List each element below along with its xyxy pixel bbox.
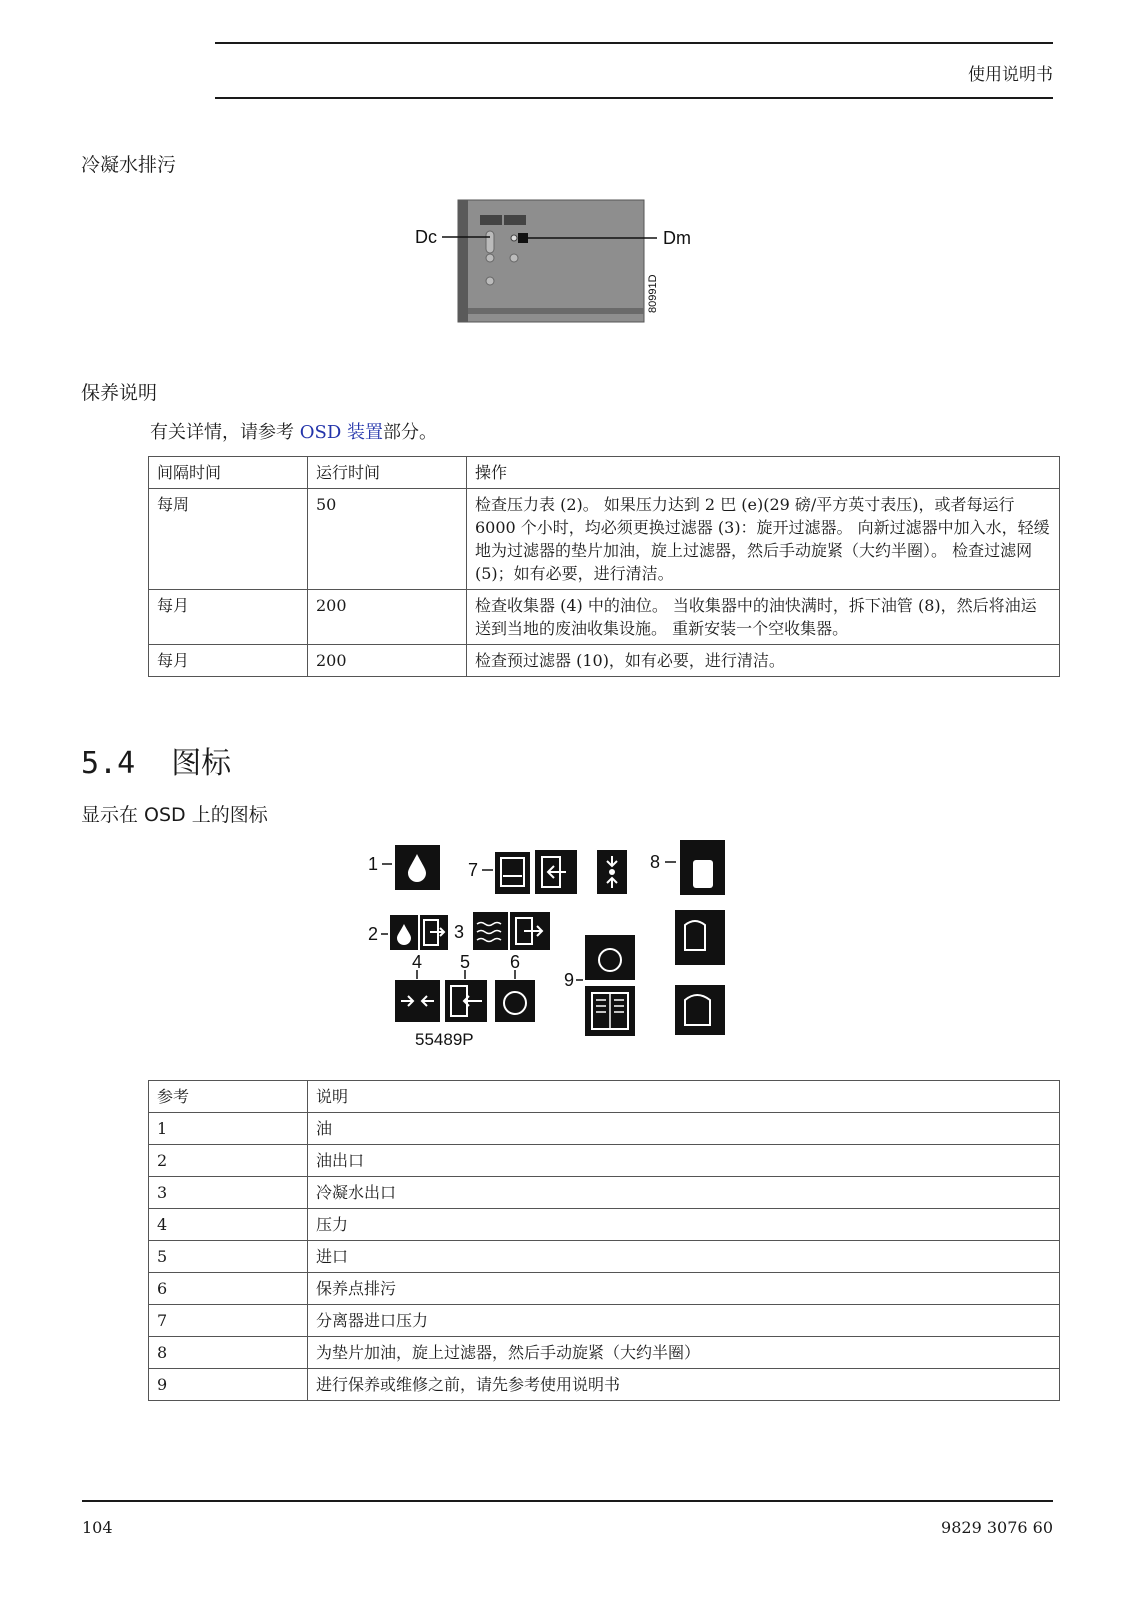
interval-cell: 每周 xyxy=(149,489,308,590)
desc-cell: 油出口 xyxy=(308,1145,1060,1177)
table-row xyxy=(149,1145,1060,1177)
icon-label-1: 1 xyxy=(368,854,379,874)
maintenance-wrench-icon xyxy=(585,935,635,980)
table-row xyxy=(149,645,1060,677)
table-row xyxy=(149,1177,1060,1209)
table-row xyxy=(149,489,1060,590)
header-rule-bottom xyxy=(215,97,1053,99)
drain-point-icon xyxy=(495,980,535,1022)
action-cell: 检查压力表 (2)。 如果压力达到 2 巴 (e)(29 磅/平方英寸表压)，或者每运行 6000 个小时，均必须更换过滤器 (3)：旋开过滤器。 向新过滤器中加入水，轻缓地为过滤器的垫片加油，旋上过滤器，然后手动旋紧（大约半圈）。 检查过滤网 (5)；如有必要，进行清洁。 xyxy=(467,489,1060,590)
table-row xyxy=(149,1369,1060,1401)
ref-cell: 1 xyxy=(149,1113,308,1145)
hours-cell: 50 xyxy=(308,489,467,590)
table-row xyxy=(149,1209,1060,1241)
col-header-action: 操作 xyxy=(467,457,1060,489)
header-rule-top xyxy=(215,42,1053,44)
desc-cell: 进口 xyxy=(308,1241,1060,1273)
ref-cell: 5 xyxy=(149,1241,308,1273)
hours-cell: 200 xyxy=(308,645,467,677)
icons-figure-code: 55489P xyxy=(415,1030,474,1049)
hours-cell: 200 xyxy=(308,590,467,645)
icons-figure xyxy=(360,840,760,1055)
table-row xyxy=(149,1337,1060,1369)
ref-cell: 9 xyxy=(149,1369,308,1401)
drain-label-dc: Dc xyxy=(415,227,437,247)
action-cell: 检查预过滤器 (10)，如有必要，进行清洁。 xyxy=(467,645,1060,677)
hand-rotate-icon xyxy=(675,985,725,1035)
ref-cell: 2 xyxy=(149,1145,308,1177)
table-row xyxy=(149,1273,1060,1305)
icon-label-3: 3 xyxy=(454,922,465,942)
ref-cell: 4 xyxy=(149,1209,308,1241)
section-subtitle-icons: 显示在 OSD 上的图标 xyxy=(81,804,268,826)
drain-valve-dc xyxy=(486,231,494,262)
desc-cell: 油 xyxy=(308,1113,1060,1145)
ref-cell: 6 xyxy=(149,1273,308,1305)
footer-rule xyxy=(82,1500,1053,1502)
hand-filter-icon xyxy=(675,910,725,965)
maintenance-table xyxy=(148,456,1060,677)
icon-label-9: 9 xyxy=(564,970,575,990)
header-title: 使用说明书 xyxy=(968,65,1053,85)
col-header-ref: 参考 xyxy=(149,1081,308,1113)
maintenance-intro: 有关详情，请参考 OSD 装置部分。 xyxy=(150,422,437,443)
desc-cell: 冷凝水出口 xyxy=(308,1177,1060,1209)
table-row xyxy=(149,1113,1060,1145)
section-title-drain: 冷凝水排污 xyxy=(81,154,177,176)
drain-label-dm: Dm xyxy=(663,228,691,248)
col-header-desc: 说明 xyxy=(308,1081,1060,1113)
icon-label-5: 5 xyxy=(460,952,471,972)
page-number: 104 xyxy=(82,1518,113,1537)
icon-label-2: 2 xyxy=(368,924,379,944)
desc-cell: 分离器进口压力 xyxy=(308,1305,1060,1337)
icon-label-8: 8 xyxy=(650,852,661,872)
action-cell: 检查收集器 (4) 中的油位。 当收集器中的油快满时，拆下油管 (8)，然后将油运送到当地的废油收集设施。 重新安装一个空收集器。 xyxy=(467,590,1060,645)
drain-figure-code: 80991D xyxy=(647,274,659,313)
desc-cell: 为垫片加油，旋上过滤器，然后手动旋紧（大约半圈） xyxy=(308,1337,1060,1369)
icon-label-7: 7 xyxy=(468,860,479,880)
desc-cell: 压力 xyxy=(308,1209,1060,1241)
col-header-hours: 运行时间 xyxy=(308,457,467,489)
ref-cell: 7 xyxy=(149,1305,308,1337)
section-heading-icons: 5.4 图标 xyxy=(81,746,232,781)
icon-label-6: 6 xyxy=(510,952,521,972)
icon-label-4: 4 xyxy=(412,952,423,972)
icons-table xyxy=(148,1080,1060,1401)
interval-cell: 每月 xyxy=(149,645,308,677)
drain-figure xyxy=(410,195,710,330)
osd-link[interactable]: OSD 装置 xyxy=(299,422,383,443)
desc-cell: 保养点排污 xyxy=(308,1273,1060,1305)
desc-cell: 进行保养或维修之前，请先参考使用说明书 xyxy=(308,1369,1060,1401)
col-header-interval: 间隔时间 xyxy=(149,457,308,489)
doc-number: 9829 3076 60 xyxy=(941,1518,1053,1537)
ref-cell: 8 xyxy=(149,1337,308,1369)
table-row xyxy=(149,1241,1060,1273)
ref-cell: 3 xyxy=(149,1177,308,1209)
section-title-maintenance: 保养说明 xyxy=(81,382,158,404)
interval-cell: 每月 xyxy=(149,590,308,645)
table-row xyxy=(149,590,1060,645)
table-row xyxy=(149,1305,1060,1337)
